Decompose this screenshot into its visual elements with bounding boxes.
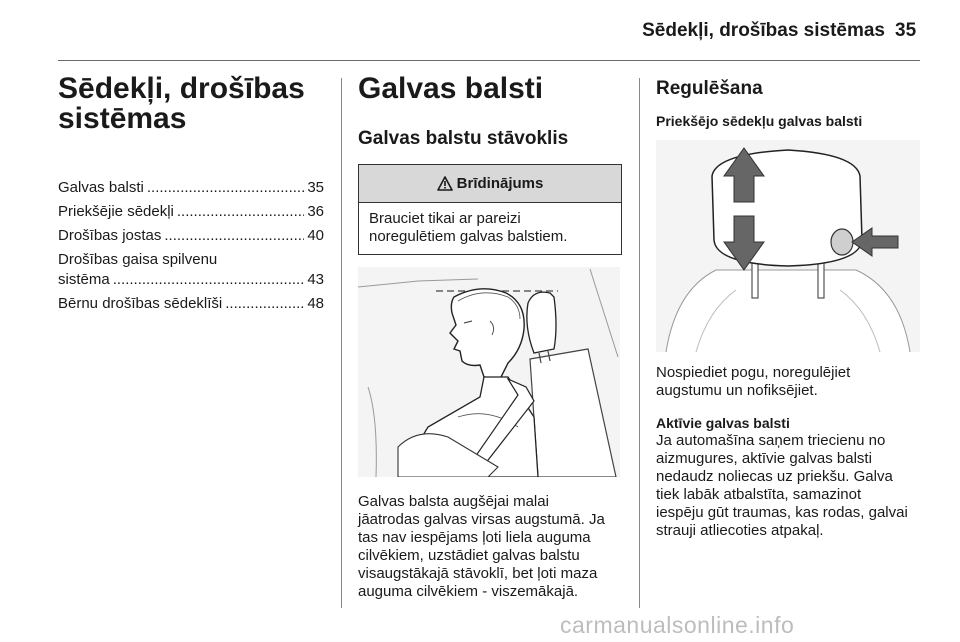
active-headrests-text xyxy=(656,432,922,540)
body-line: cilvēkiem, uzstādiet galvas balstu xyxy=(358,547,580,564)
body-line: auguma cilvēkiem - viszemākajā. xyxy=(358,583,579,600)
instruction-line: Nospiediet pogu, noregulējiet xyxy=(656,364,851,381)
active-line: nedaudz noliecas uz priekšu. Galva xyxy=(656,468,893,485)
headrest-adjustment-illustration xyxy=(656,140,920,352)
subsection-title: Galvas balstu stāvoklis xyxy=(358,128,569,149)
toc-label-line1: Drošības gaisa spilvenu xyxy=(58,251,218,268)
toc-label: Priekšējie sēdekļi xyxy=(58,203,174,220)
header-divider xyxy=(58,60,920,61)
active-headrests-title: Aktīvie galvas balsti xyxy=(656,415,790,431)
active-line: iespēju gūt traumas, kas rodas, galvai xyxy=(656,504,908,521)
driver-headrest-illustration xyxy=(358,267,620,477)
headrest-position-text xyxy=(358,493,622,601)
body-line: jāatrodas galvas virsas augstumā. Ja xyxy=(358,511,605,528)
warning-text xyxy=(359,203,621,254)
page-number: 35 xyxy=(895,20,917,41)
toc-label: Galvas balsti xyxy=(58,179,144,196)
body-line: visaugstākajā stāvoklī, bet ļoti maza xyxy=(358,565,598,582)
body-line: Galvas balsta augšējai malai xyxy=(358,493,549,510)
toc-label: sistēma xyxy=(58,271,110,288)
right-column xyxy=(656,78,922,540)
watermark: carmanualsonline.info xyxy=(560,612,795,638)
instruction-line: augstumu un nofiksējiet. xyxy=(656,382,818,399)
toc-leader-dots xyxy=(113,270,305,290)
running-header-title: Sēdekļi, drošības sistēmas xyxy=(642,20,885,41)
toc-entry-galvas-balsti[interactable] xyxy=(58,178,324,198)
toc-page-number: 35 xyxy=(307,179,324,196)
toc-leader-dots xyxy=(147,178,304,198)
chapter-title-line1: Sēdekļi, drošības xyxy=(58,72,305,105)
warning-text-line1: Brauciet tikai ar pareizi xyxy=(369,210,521,227)
toc-label: Bērnu drošības sēdeklīši xyxy=(58,295,223,312)
middle-column xyxy=(358,74,622,601)
adjust-instruction xyxy=(656,364,922,400)
toc-entry-gaisa-spilvenu[interactable] xyxy=(58,250,324,290)
body-line: tas nav iespējams ļoti liela auguma xyxy=(358,529,591,546)
toc-entry-priekssejie-sedekli[interactable] xyxy=(58,202,324,222)
active-line: aizmugures, aktīvie galvas balsti xyxy=(656,450,872,467)
warning-text-line2: noregulētiem galvas balstiem. xyxy=(369,228,568,245)
chapter-title xyxy=(58,74,324,134)
toc-page-number: 48 xyxy=(307,295,324,312)
table-of-contents xyxy=(58,178,324,314)
warning-triangle-icon xyxy=(437,176,453,191)
chapter-title-line2: sistēmas xyxy=(58,102,187,135)
toc-label: Drošības jostas xyxy=(58,227,162,244)
toc-page-number: 40 xyxy=(307,227,324,244)
warning-title: Brīdinājums xyxy=(456,175,544,192)
column-divider-2 xyxy=(639,78,640,608)
warning-box xyxy=(358,164,622,255)
toc-leader-dots xyxy=(164,226,304,246)
toc-leader-dots xyxy=(177,202,304,222)
front-headrests-subtitle: Priekšējo sēdekļu galvas balsti xyxy=(656,113,863,129)
toc-page-number: 43 xyxy=(307,271,324,288)
warning-header xyxy=(359,165,621,203)
toc-entry-bernu-sedeklisi[interactable] xyxy=(58,294,324,314)
toc-page-number: 36 xyxy=(307,203,324,220)
active-line: strauji atliecoties atpakaļ. xyxy=(656,522,824,539)
column-divider-1 xyxy=(341,78,342,608)
section-title: Galvas balsti xyxy=(358,72,544,105)
adjustment-title: Regulēšana xyxy=(656,78,763,99)
active-line: Ja automašīna saņem triecienu no xyxy=(656,432,886,449)
left-column xyxy=(58,74,324,318)
toc-entry-drosibas-jostas[interactable] xyxy=(58,226,324,246)
active-line: tiek labāk atbalstīta, samazinot xyxy=(656,486,862,503)
toc-leader-dots xyxy=(225,294,304,314)
